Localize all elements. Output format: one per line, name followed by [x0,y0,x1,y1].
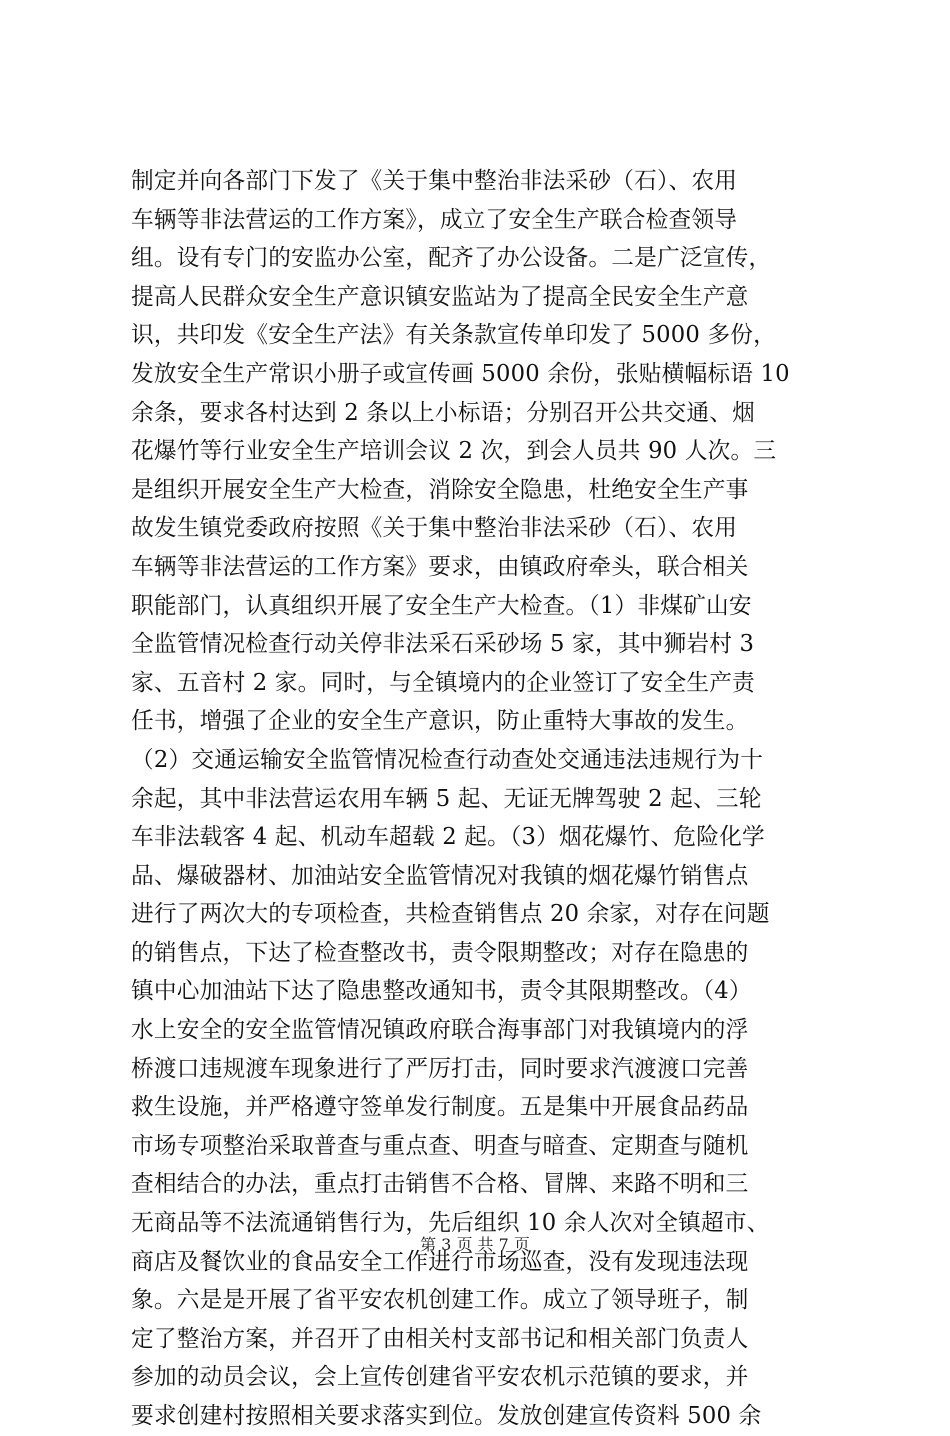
text-line: 识，共印发《安全生产法》有关条款宣传单印发了 5000 多份， [131,322,777,349]
text-line: 组。设有专门的安监办公室，配齐了办公设备。二是广泛宣传， [131,245,772,272]
page-number-footer: 第 3 页 共 7 页 [420,1235,530,1254]
text-line: 全监管情况检查行动关停非法采石采砂场 5 家，其中狮岩村 3 [131,631,755,658]
text-line: 参加的动员会议，会上宣传创建省平安农机示范镇的要求，并 [131,1364,749,1391]
text-line: 是组织开展安全生产大检查，消除安全隐患，杜绝安全生产事 [131,476,749,503]
text-line: 定了整治方案，并召开了由相关村支部书记和相关部门负责人 [131,1325,749,1352]
text-line: 余条，要求各村达到 2 条以上小标语；分别召开公共交通、烟 [131,399,756,426]
text-line: 无商品等不法流通销售行为，先后组织 10 余人次对全镇超市、 [131,1210,770,1237]
text-line: 提高人民群众安全生产意识镇安监站为了提高全民安全生产意 [131,283,749,310]
text-line: 制定并向各部门下发了《关于集中整治非法采砂（石）、农用 [131,168,738,194]
text-line: 花爆竹等行业安全生产培训会议 2 次，到会人员共 90 人次。三 [131,438,777,465]
text-line: 要求创建村按照相关要求落实到位。发放创建宣传资料 500 余 [131,1403,762,1429]
text-line: 救生设施，并严格遵守签单发行制度。五是集中开展食品药品 [131,1094,749,1121]
text-line: （2）交通运输安全监管情况检查行动查处交通违法违规行为十 [131,746,764,773]
text-line: 品、爆破器材、加油站安全监管情况对我镇的烟花爆竹销售点 [131,862,749,889]
text-line: 车辆等非法营运的工作方案》，成立了安全生产联合检查领导 [131,206,738,233]
text-line: 发放安全生产常识小册子或宣传画 5000 余份，张贴横幅标语 10 [131,360,790,387]
text-line: 故发生镇党委政府按照《关于集中整治非法采砂（石）、农用 [131,515,738,542]
text-line: 家、五音村 2 家。同时，与全镇境内的企业签订了安全生产责 [131,669,756,696]
text-line: 查相结合的办法，重点打击销售不合格、冒牌、来路不明和三 [131,1171,749,1198]
text-line: 镇中心加油站下达了隐患整改通知书，责令其限期整改。（4） [131,978,752,1005]
text-line: 桥渡口违规渡车现象进行了严厉打击，同时要求汽渡渡口完善 [131,1055,749,1082]
text-line: 的销售点，下达了检查整改书，责令限期整改；对存在隐患的 [131,939,749,966]
text-line: 商店及餐饮业的食品安全工作进行市场巡查，没有发现违法现 [131,1248,749,1275]
text-line: 进行了两次大的专项检查，共检查销售点 20 余家，对存在问题 [131,901,770,928]
text-line: 车非法载客 4 起、机动车超载 2 起。（3）烟花爆竹、危险化学 [131,824,765,851]
text-line: 余起，其中非法营运农用车辆 5 起、无证无牌驾驶 2 起、三轮 [131,785,762,812]
text-line: 市场专项整治采取普查与重点查、明查与暗查、定期查与随机 [131,1132,749,1159]
text-line: 任书，增强了企业的安全生产意识，防止重特大事故的发生。 [131,708,749,735]
text-line: 车辆等非法营运的工作方案》要求，由镇政府牵头，联合相关 [131,553,749,580]
text-line: 水上安全的安全监管情况镇政府联合海事部门对我镇境内的浮 [131,1017,749,1044]
text-line: 象。六是是开展了省平安农机创建工作。成立了领导班子，制 [131,1287,749,1314]
text-line: 职能部门，认真组织开展了安全生产大检查。（1）非煤矿山安 [131,592,752,619]
